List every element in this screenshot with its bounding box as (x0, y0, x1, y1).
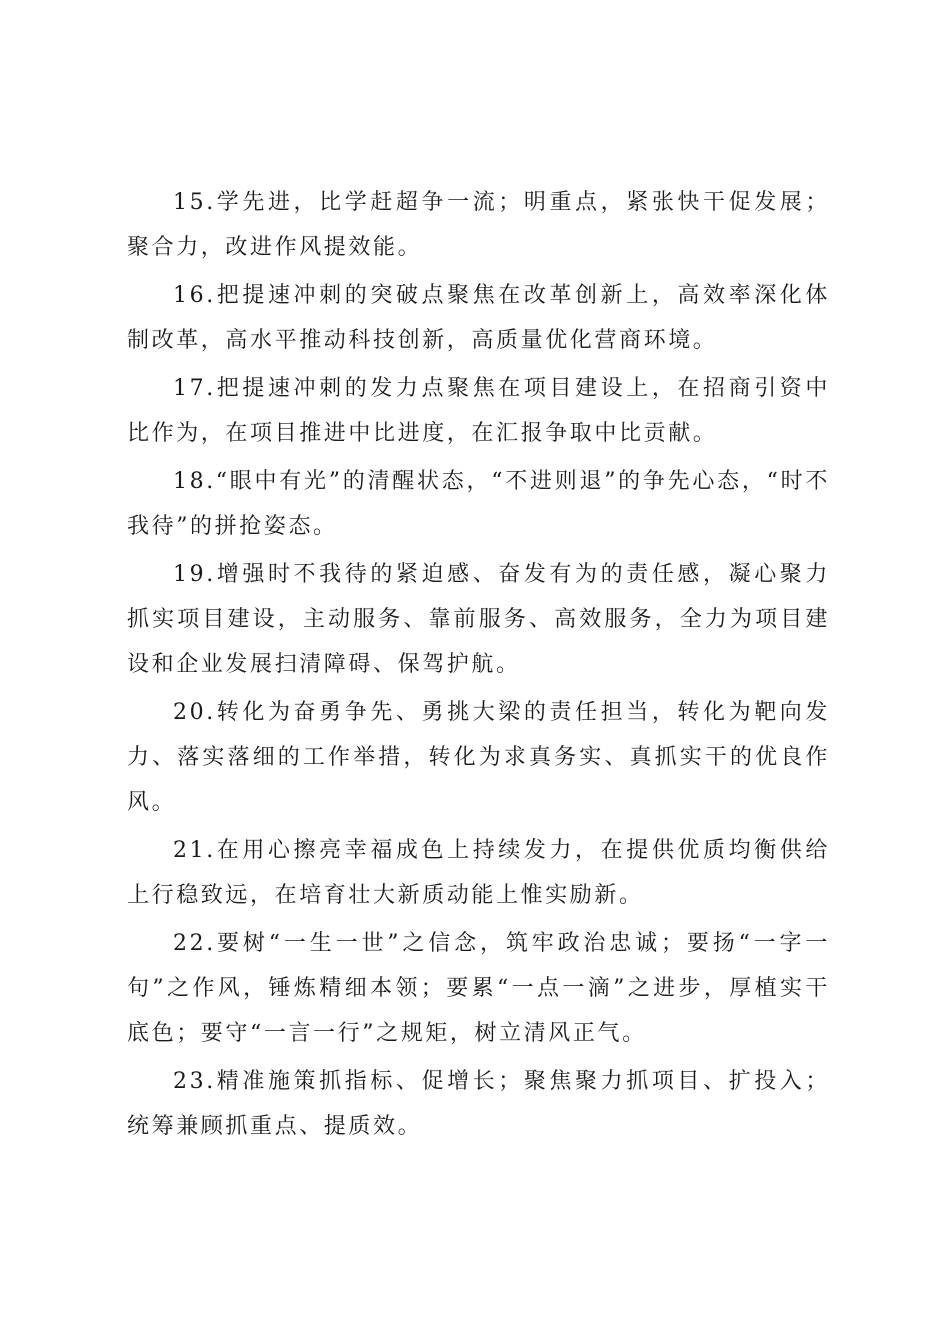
paragraph-19: 19.增强时不我待的紧迫感、奋发有为的责任感，凝心聚力抓实项目建设，主动服务、靠前服务、高效服务，全力为项目建设和企业发展扫清障碍、保驾护航。 (127, 562, 830, 677)
paragraph-22: 22.要树“一生一世”之信念，筑牢政治忠诚；要扬“一字一句”之作风，锤炼精细本领；要累“一点一滴”之进步，厚植实干底色；要守“一言一行”之规矩，树立清风正气。 (127, 931, 830, 1046)
paragraph-18: 18.“眼中有光”的清醒状态，“不进则退”的争先心态，“时不我待”的拼抢姿态。 (127, 469, 830, 539)
paragraph-15: 15.学先进，比学赶超争一流；明重点，紧张快干促发展；聚合力，改进作风提效能。 (127, 190, 830, 260)
document-body (127, 180, 830, 1152)
paragraph-23: 23.精准施策抓指标、促增长；聚焦聚力抓项目、扩投入；统筹兼顾抓重点、提质效。 (127, 1069, 830, 1139)
paragraph-20: 20.转化为奋勇争先、勇挑大梁的责任担当，转化为靶向发力、落实落细的工作举措，转化为求真务实、真抓实干的优良作风。 (127, 700, 830, 815)
paragraph-17: 17.把提速冲刺的发力点聚焦在项目建设上，在招商引资中比作为，在项目推进中比进度，在汇报争取中比贡献。 (127, 376, 830, 446)
paragraph-16: 16.把提速冲刺的突破点聚焦在改革创新上，高效率深化体制改革，高水平推动科技创新，高质量优化营商环境。 (127, 283, 830, 353)
paragraph-21: 21.在用心擦亮幸福成色上持续发力，在提供优质均衡供给上行稳致远，在培育壮大新质动能上惟实励新。 (127, 838, 830, 908)
